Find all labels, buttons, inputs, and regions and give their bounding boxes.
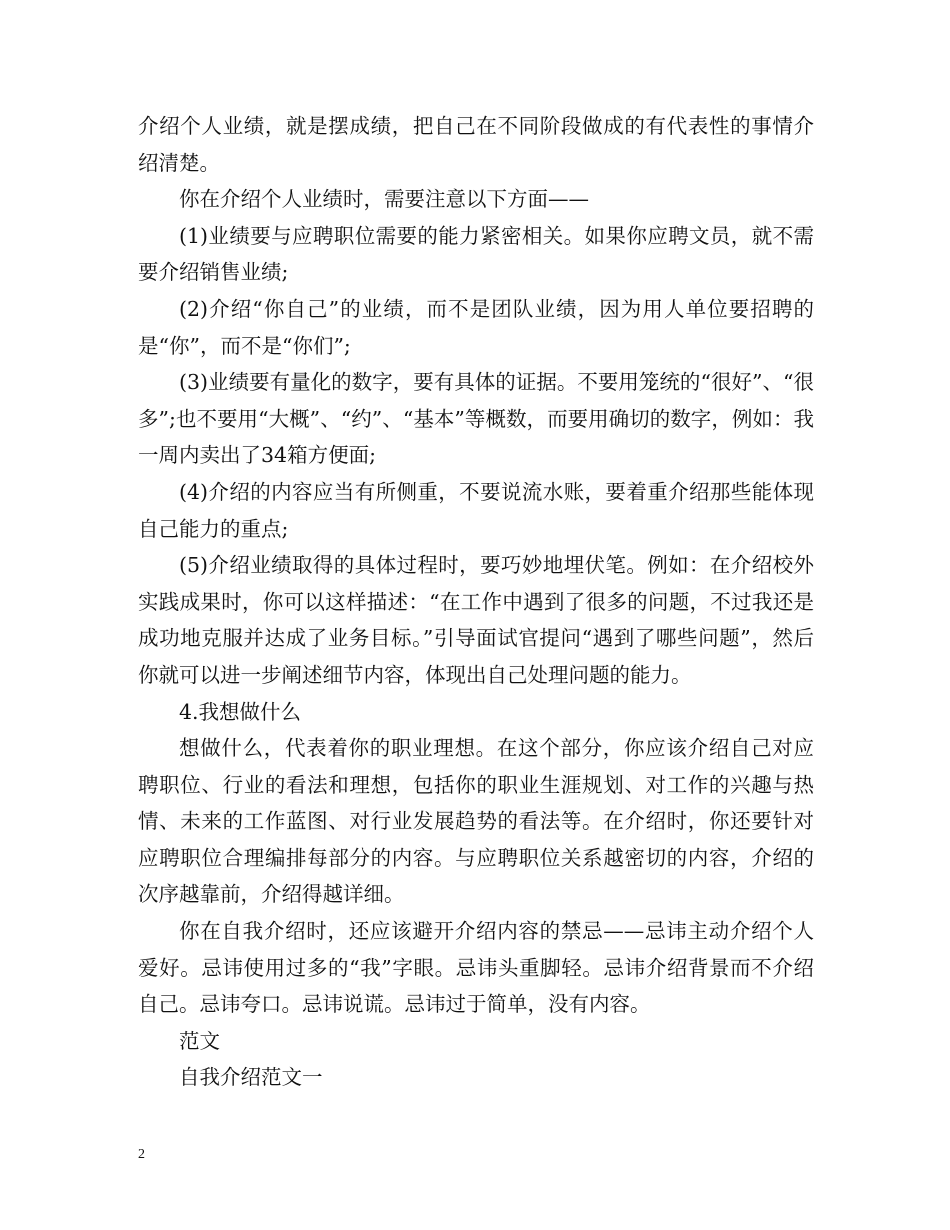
section-heading: 范文	[179, 1028, 220, 1053]
paragraph: 想做什么，代表着你的职业理想。在这个部分，你应该介绍自己对应聘职位、行业的看法和理想，包括你的职业生涯规划、对工作的兴趣与热情、未来的工作蓝图、对行业发展趋势的看法等。在介绍时，你还要针对应聘职位合理编排每部分的内容。与应聘职位关系越密切的内容，介绍的次序越靠前，介绍得越详细。	[138, 736, 814, 907]
list-item: (3)业绩要有量化的数字，要有具体的证据。不要用笼统的“很好”、“很多”;也不要用“大概”、“约”、“基本”等概数，而要用确切的数字，例如：我一周内卖出了34箱方便面;	[138, 370, 814, 468]
list-item: (2)介绍“你自己”的业绩，而不是团队业绩，因为用人单位要招聘的是“你”，而不是“你们”;	[138, 296, 814, 358]
list-item: (1)业绩要与应聘职位需要的能力紧密相关。如果你应聘文员，就不需要介绍销售业绩;	[138, 223, 814, 285]
paragraph: 你在自我介绍时，还应该避开介绍内容的禁忌——忌讳主动介绍个人爱好。忌讳使用过多的“我”字眼。忌讳头重脚轻。忌讳介绍背景而不介绍自己。忌讳夸口。忌讳说谎。忌讳过于简单，没有内容。	[138, 919, 814, 1017]
list-item: (4)介绍的内容应当有所侧重，不要说流水账，要着重介绍那些能体现自己能力的重点;	[138, 479, 814, 541]
paragraph: 介绍个人业绩，就是摆成绩，把自己在不同阶段做成的有代表性的事情介绍清楚。	[138, 114, 814, 175]
page-number: 2	[138, 1147, 145, 1162]
document-body	[138, 108, 814, 1096]
paragraph: 你在介绍个人业绩时，需要注意以下方面——	[179, 187, 589, 212]
section-heading: 4.我想做什么	[179, 699, 302, 724]
list-item: (5)介绍业绩取得的具体过程时，要巧妙地埋伏笔。例如：在介绍校外实践成果时，你可以这样描述：“在工作中遇到了很多的问题，不过我还是成功地克服并达成了业务目标。”引导面试官提问“遇到了哪些问题”，然后你就可以进一步阐述细节内容，体现出自己处理问题的能力。	[138, 553, 814, 687]
sub-heading: 自我介绍范文一	[179, 1065, 323, 1090]
